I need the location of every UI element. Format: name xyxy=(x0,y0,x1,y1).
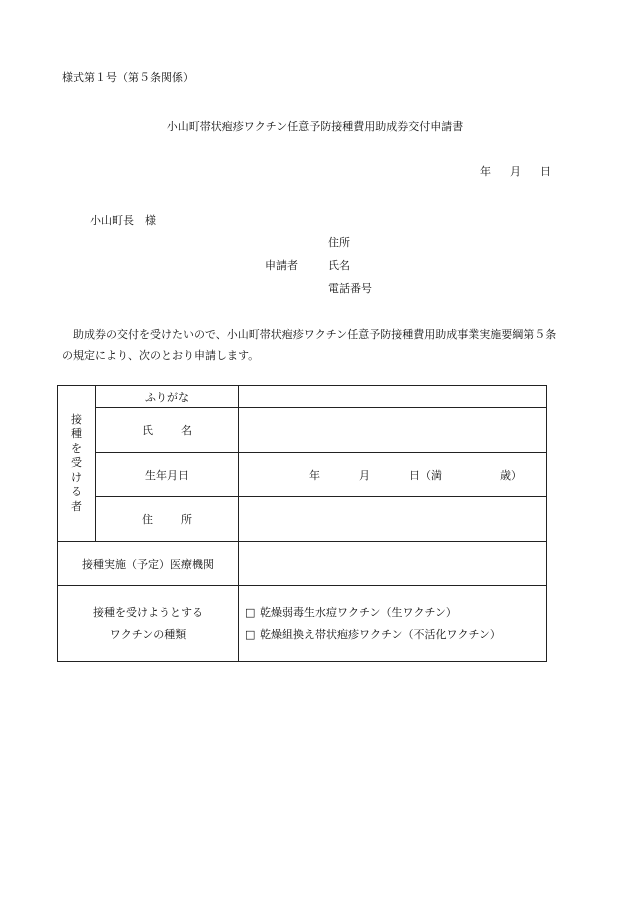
birth-day-label: 日（満 xyxy=(409,468,442,482)
application-statement: 助成券の交付を受けたいので、小山町帯状疱疹ワクチン任意予防接種費用助成事業実施要綱第５条の規定により、次のとおり申請します。 xyxy=(62,328,557,362)
vaccine-type-label xyxy=(58,586,239,662)
side-char: 受 xyxy=(71,456,82,470)
address-label-char: 所 xyxy=(181,513,192,526)
furigana-label: ふりがな xyxy=(96,386,239,408)
name-label-char: 氏 xyxy=(142,424,153,437)
side-char: 種 xyxy=(71,427,82,441)
birth-year-label: 年 xyxy=(309,468,320,482)
institution-field[interactable] xyxy=(239,542,547,586)
date-year-label: 年 xyxy=(480,165,491,178)
vaccine-type-label-line1: 接種を受けようとする xyxy=(93,605,203,619)
vaccine-option-inactivated[interactable] xyxy=(245,624,546,646)
date-day-label: 日 xyxy=(540,165,551,178)
vaccine-option-label: 乾燥弱毒生水痘ワクチン（生ワクチン） xyxy=(260,605,457,619)
side-char: を xyxy=(71,441,82,455)
vaccine-type-label-line2: ワクチンの種類 xyxy=(109,627,187,641)
furigana-field[interactable] xyxy=(239,386,547,408)
birthdate-label: 生年月日 xyxy=(96,453,239,497)
checkbox-icon[interactable]: □ xyxy=(245,627,256,641)
address-label xyxy=(96,497,239,542)
address-field[interactable] xyxy=(239,497,547,542)
name-field[interactable] xyxy=(239,408,547,453)
checkbox-icon[interactable]: □ xyxy=(245,605,256,619)
address-label-char: 住 xyxy=(142,513,153,526)
side-char: る xyxy=(71,485,82,499)
institution-label: 接種実施（予定）医療機関 xyxy=(58,542,239,586)
vaccine-options xyxy=(239,586,547,662)
applicant-phone-label: 電話番号 xyxy=(328,282,372,295)
form-number: 様式第１号（第５条関係） xyxy=(62,71,194,84)
document-title: 小山町帯状疱疹ワクチン任意予防接種費用助成券交付申請書 xyxy=(166,120,464,133)
application-table xyxy=(57,385,547,662)
birthdate-field[interactable] xyxy=(239,453,547,497)
recipient-side-label xyxy=(58,386,96,542)
name-label xyxy=(96,408,239,453)
recipient: 小山町長 様 xyxy=(90,214,156,227)
side-char: 者 xyxy=(71,499,82,513)
side-char: 接 xyxy=(71,412,82,426)
vaccine-option-label: 乾燥組換え帯状疱疹ワクチン（不活化ワクチン） xyxy=(260,627,501,641)
side-char: け xyxy=(71,470,82,484)
name-label-char: 名 xyxy=(181,424,192,437)
applicant-name-label: 氏名 xyxy=(328,259,350,272)
date-line xyxy=(480,165,551,179)
birth-month-label: 月 xyxy=(359,468,370,482)
vaccine-option-live[interactable] xyxy=(245,602,546,624)
applicant-address-label: 住所 xyxy=(328,236,350,249)
date-month-label: 月 xyxy=(510,165,521,178)
birth-age-label: 歳） xyxy=(500,468,522,482)
applicant-label: 申請者 xyxy=(265,259,298,272)
